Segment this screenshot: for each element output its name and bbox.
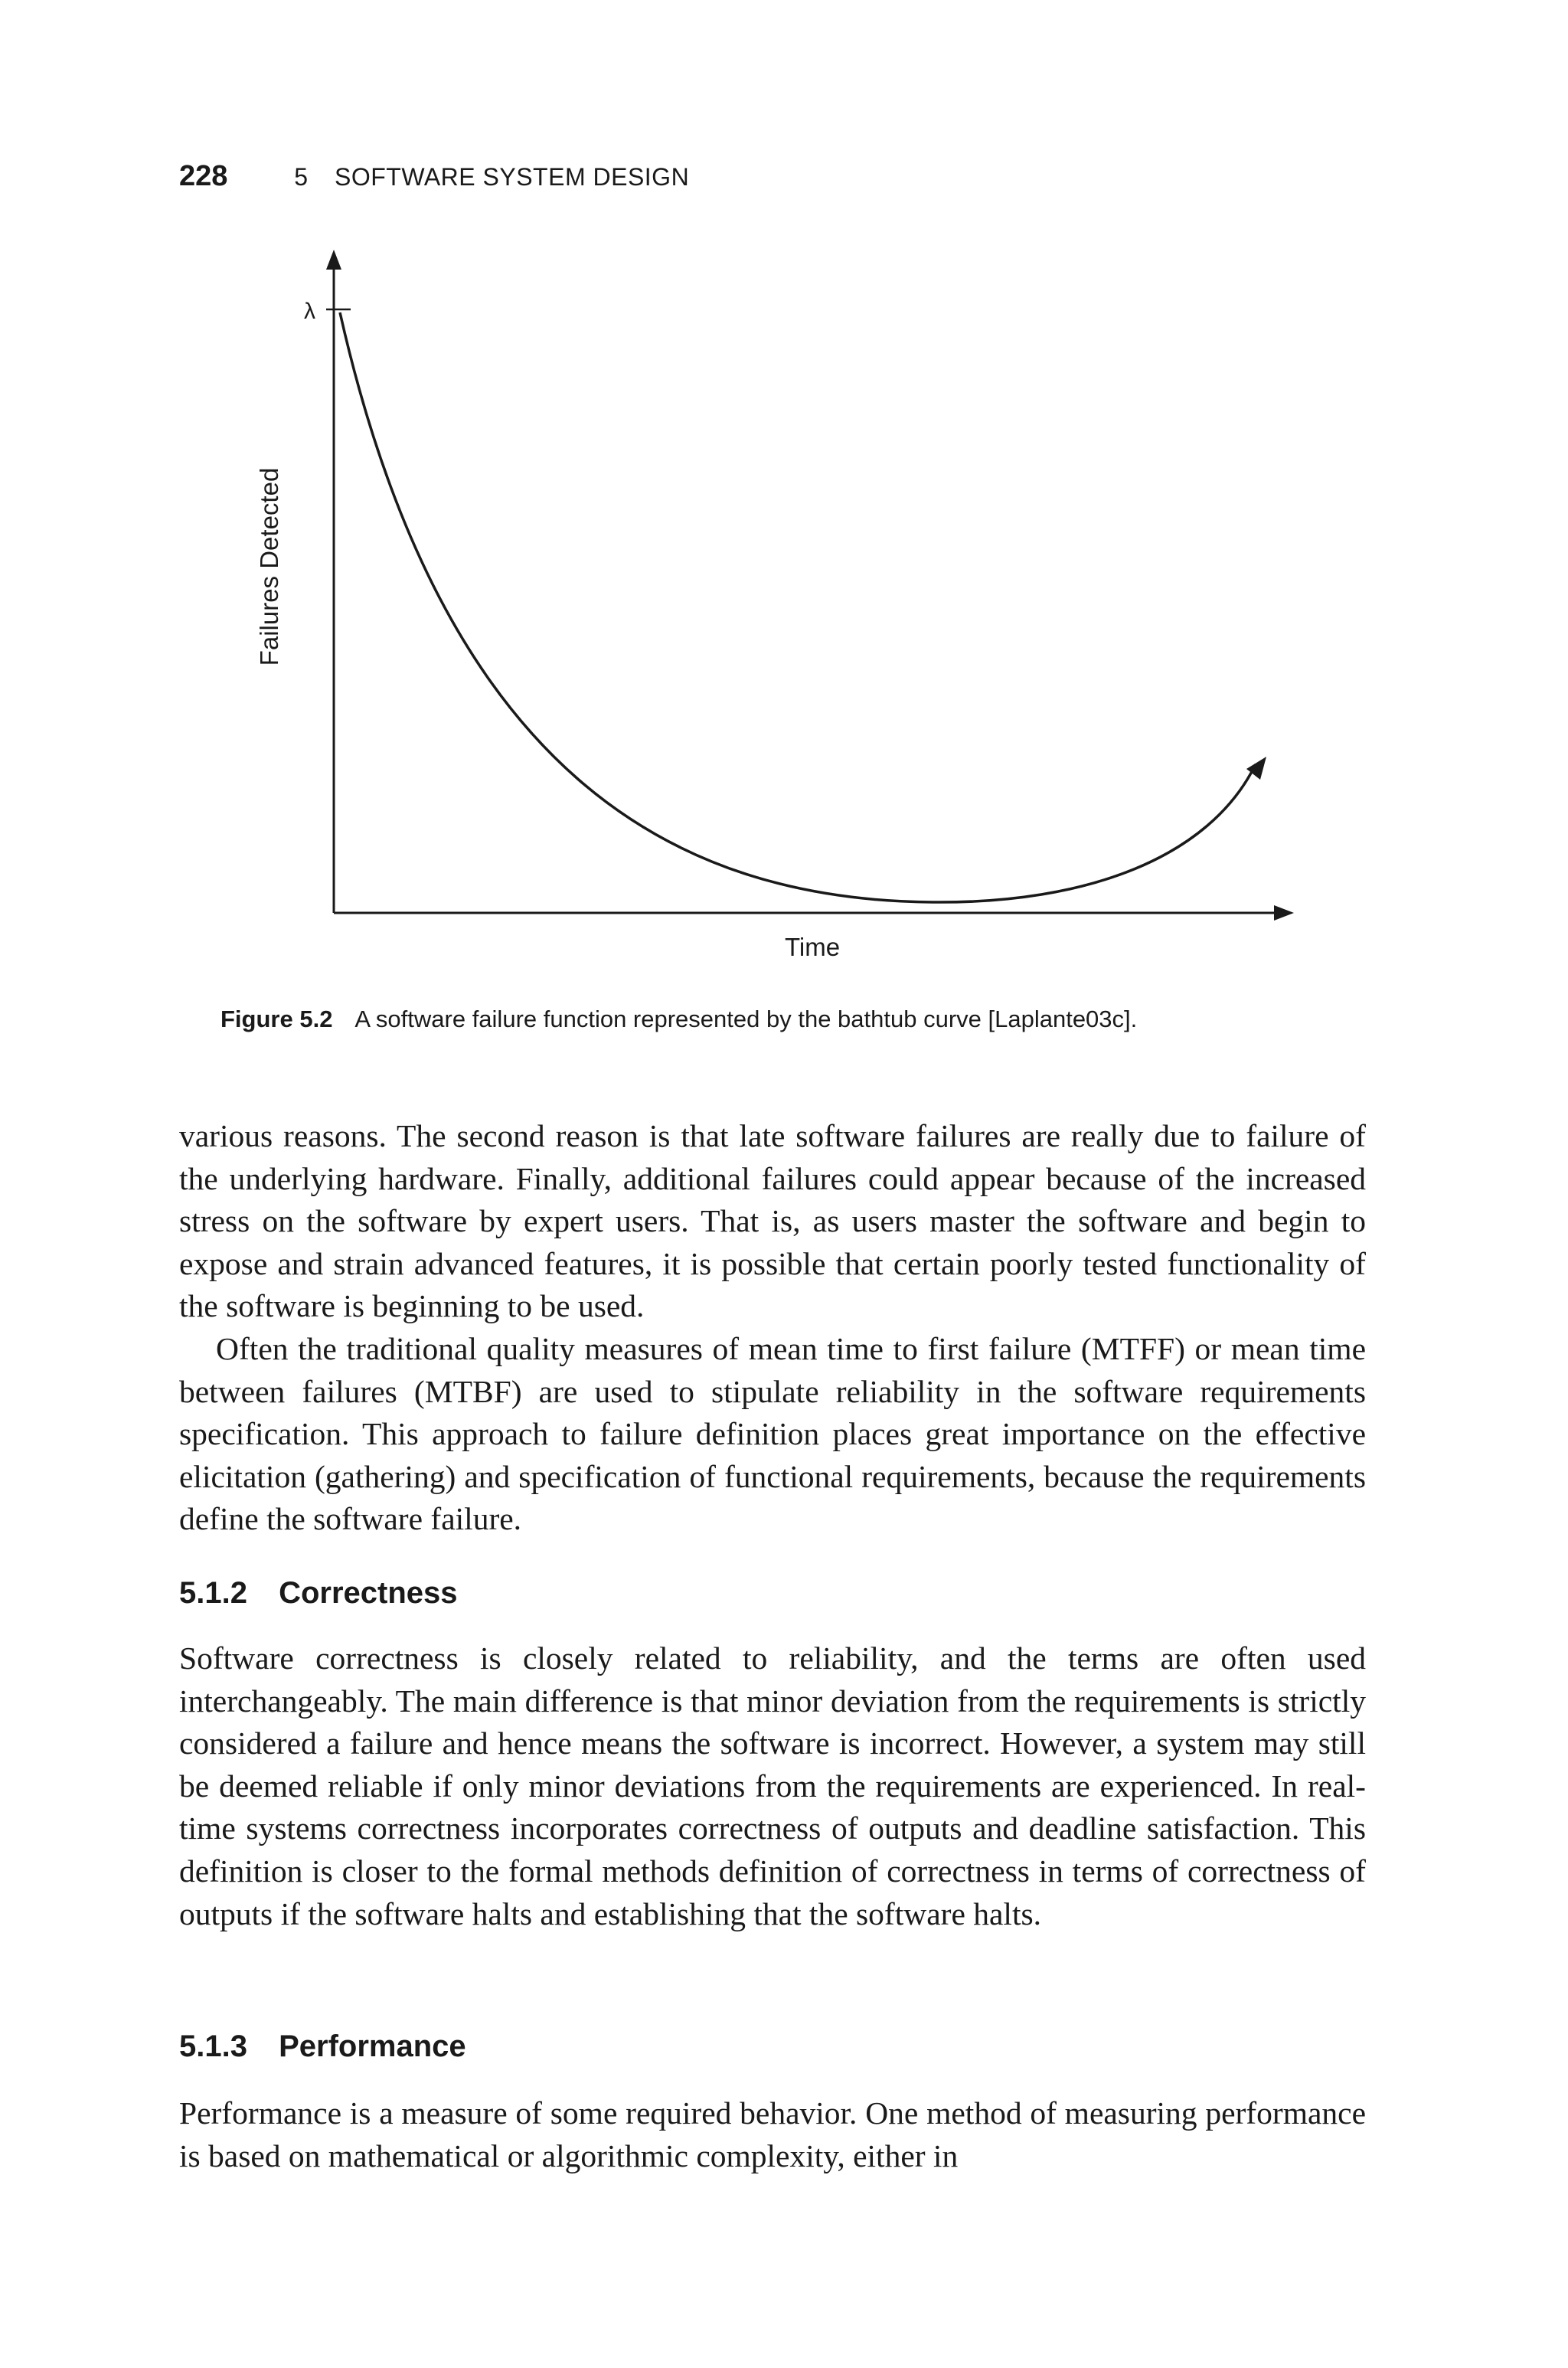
lambda-tick-label: λ: [304, 299, 315, 324]
section-heading-performance: [179, 2026, 466, 2066]
paragraph-3: Software correctness is closely related to reliability, and the terms are often used interchangeably. The main difference is that minor deviation from the requirements is strictly considered a failure and hence means the software is incorrect. However, a system may still be deemed reliable if only minor deviations from the requirements are experienced. In real-time systems correctness incorporates correctness of outputs and deadline satisfaction. This definition is closer to the formal methods definition of correctness in terms of correctness of outputs if the software halts and establishing that the software halts.: [179, 1640, 1366, 1931]
paragraph-2: Often the traditional quality measures of mean time to first failure (MTFF) or mean time between failures (MTBF) are used to stipulate reliability in the software requirements specification. This approach to failure definition places great importance on the effective elicitation (gathering) and specification of functional requirements, because the requirements define the software failure.: [179, 1331, 1366, 1537]
section-number: 5.1.2: [179, 1576, 247, 1610]
section-heading-correctness: [179, 1573, 458, 1613]
chapter-title: SOFTWARE SYSTEM DESIGN: [334, 163, 690, 191]
y-axis-label: Failures Detected: [255, 467, 283, 666]
x-axis-label: Time: [784, 933, 841, 961]
section-number: 5.1.3: [179, 2029, 247, 2063]
y-axis-arrow-icon: [326, 250, 341, 270]
figure-caption-label: Figure 5.2: [220, 1006, 333, 1032]
figure-caption-text: A software failure function represented by the bathtub curve [Laplante03c].: [354, 1006, 1138, 1032]
page-number: 228: [179, 160, 228, 192]
figure-caption: [220, 1003, 1137, 1035]
chapter-number: 5: [294, 163, 309, 191]
bathtub-curve: [340, 312, 1256, 902]
paragraph-1: various reasons. The second reason is that late software failures are really due to failure of the underlying hardware. Finally, additional failures could appear because of the increased stress on the software by expert users. That is, as users master the software and begin to expose and strain advanced features, it is possible that certain poorly tested functionality of the software is beginning to be used.: [179, 1118, 1366, 1324]
paragraph-4: Performance is a measure of some required behavior. One method of measuring performance is based on mathematical or algorithmic complexity, either in: [179, 2095, 1366, 2173]
section-title: Performance: [279, 2029, 466, 2063]
section-title: Correctness: [279, 1576, 458, 1610]
x-axis-arrow-icon: [1274, 905, 1294, 921]
bathtub-curve-figure: [0, 0, 1568, 996]
